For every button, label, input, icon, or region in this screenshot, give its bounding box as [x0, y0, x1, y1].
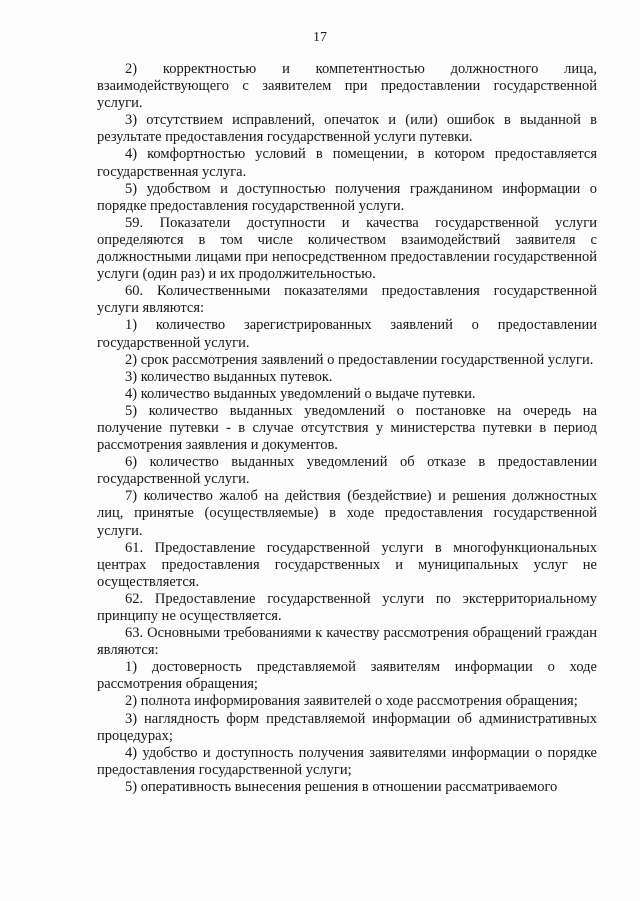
paragraph: 2) полнота информирования заявителей о ходе рассмотрения обращения; — [125, 693, 578, 710]
paragraph: 1) количество зарегистрированных заявлений о предоставлении государственной услуги. — [97, 317, 597, 351]
page-number: 17 — [313, 30, 327, 45]
paragraph: 62. Предоставление государственной услуги по экстерриториальному принципу не осуществляется. — [97, 590, 597, 624]
paragraph: 4) удобство и доступность получения заявителями информации о порядке предоставления государственной услуги; — [97, 744, 597, 778]
paragraph: 60. Количественными показателями предоставления государственной услуги являются: — [97, 283, 597, 317]
paragraph: 5) удобством и доступностью получения гражданином информации о порядке предоставления государственной услуги. — [97, 180, 597, 214]
paragraph: 5) оперативность вынесения решения в отношении рассматриваемого — [125, 778, 558, 795]
paragraph: 59. Показатели доступности и качества государственной услуги определяются в том числе количеством взаимодействий заявителя с должностными лицами при непосредственном предоставлении государственной услуги (один раз) и их продолжительностью. — [97, 214, 597, 283]
paragraph: 5) количество выданных уведомлений о постановке на очередь на получение путевки - в случае отсутствия у министерства путевки в период рассмотрения заявления и документов. — [97, 402, 597, 454]
paragraph: 2) корректностью и компетентностью должностного лица, взаимодействующего с заявителем при предоставлении государственной услуги. — [97, 61, 597, 112]
paragraph: 7) количество жалоб на действия (бездействие) и решения должностных лиц, принятые (осуществляемые) в ходе предоставления государственной услуги. — [97, 488, 597, 539]
paragraph: 6) количество выданных уведомлений об отказе в предоставлении государственной услуги. — [97, 454, 597, 488]
document-body — [97, 61, 597, 796]
paragraph: 4) комфортностью условий в помещении, в котором предоставляется государственная услуга. — [97, 146, 597, 180]
paragraph: 4) количество выданных уведомлений о выдаче путевки. — [125, 385, 476, 402]
paragraph: 3) количество выданных путевок. — [125, 368, 333, 385]
paragraph: 3) наглядность форм представляемой информации об административных процедурах; — [97, 710, 597, 744]
paragraph: 61. Предоставление государственной услуги в многофункциональных центрах предоставления государственных и муниципальных услуг не осуществляется. — [97, 539, 597, 590]
paragraph: 3) отсутствием исправлений, опечаток и (или) ошибок в выданной в результате предоставления государственной услуги путевки. — [97, 112, 597, 146]
paragraph: 63. Основными требованиями к качеству рассмотрения обращений граждан являются: — [97, 625, 597, 659]
paragraph: 1) достоверность представляемой заявителям информации о ходе рассмотрения обращения; — [97, 659, 597, 693]
paragraph: 2) срок рассмотрения заявлений о предоставлении государственной услуги. — [125, 351, 594, 368]
